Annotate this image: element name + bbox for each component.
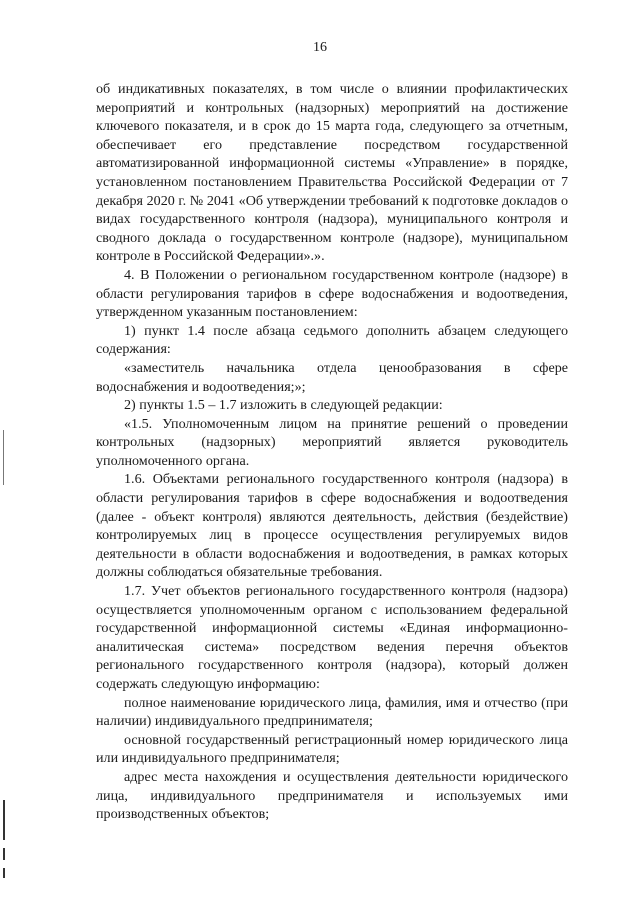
paragraph: основной государственный регистрационный номер юридического лица или индивидуального предпринимателя; bbox=[96, 731, 568, 767]
scan-margin-mark bbox=[3, 848, 5, 860]
scan-margin-mark bbox=[3, 868, 5, 878]
paragraph: 1) пункт 1.4 после абзаца седьмого дополнить абзацем следующего содержания: bbox=[96, 322, 568, 358]
paragraph: полное наименование юридического лица, фамилия, имя и отчество (при наличии) индивидуального предпринимателя; bbox=[96, 694, 568, 730]
paragraph: 2) пункты 1.5 – 1.7 изложить в следующей редакции: bbox=[124, 397, 443, 414]
paragraph: 1.6. Объектами регионального государственного контроля (надзора) в области регулирования тарифов в сфере водоснабжения и водоотведения (далее - объект контроля) являются деятельность, действия (бездействие) контролируемых лиц в процессе осуществления регулируемых видов деятельности в области водоснабжения и водоотведения, в рамках которых должны соблюдаться обязательные требования. bbox=[96, 471, 568, 581]
paragraph: «заместитель начальника отдела ценообразования в сфере водоснабжения и водоотведения;»; bbox=[96, 359, 568, 395]
paragraph: «1.5. Уполномоченным лицом на принятие решений о проведении контрольных (надзорных) мероприятий является руководитель уполномоченного органа. bbox=[96, 415, 568, 469]
page-number: 16 bbox=[313, 40, 327, 55]
scan-margin-mark bbox=[3, 800, 5, 840]
paragraph: 4. В Положении о региональном государственном контроле (надзоре) в области регулирования тарифов в сфере водоснабжения и водоотведения, утвержденном указанным постановлением: bbox=[96, 266, 568, 321]
document-body bbox=[96, 80, 568, 824]
scan-margin-mark bbox=[3, 430, 4, 485]
paragraph: 1.7. Учет объектов регионального государственного контроля (надзора) осуществляется уполномоченным органом с использованием федеральной государственной информационной системы «Единая информационно-аналитическая система» посредством ведения перечня объектов регионального государственного контроля (надзора), который должен содержать следующую информацию: bbox=[96, 583, 568, 692]
paragraph: об индикативных показателях, в том числе о влиянии профилактических мероприятий и контрольных (надзорных) мероприятий на достижение ключевого показателя, и в срок до 15 марта года, следующего за отчетным, обеспечивает его представление посредством государственной автоматизированной информационной системы «Управление» в порядке, установленном постановлением Правительства Российской Федерации от 7 декабря 2020 г. № 2041 «Об утверждении требований к подготовке докладов о видах государственного контроля (надзора), муниципального контроля и сводного доклада о государственном контроле (надзоре), муниципальном контроле в Российской Федерации».». bbox=[96, 81, 568, 265]
paragraph: адрес места нахождения и осуществления деятельности юридического лица, индивидуального предпринимателя и используемых ими производственных объектов; bbox=[96, 768, 568, 823]
